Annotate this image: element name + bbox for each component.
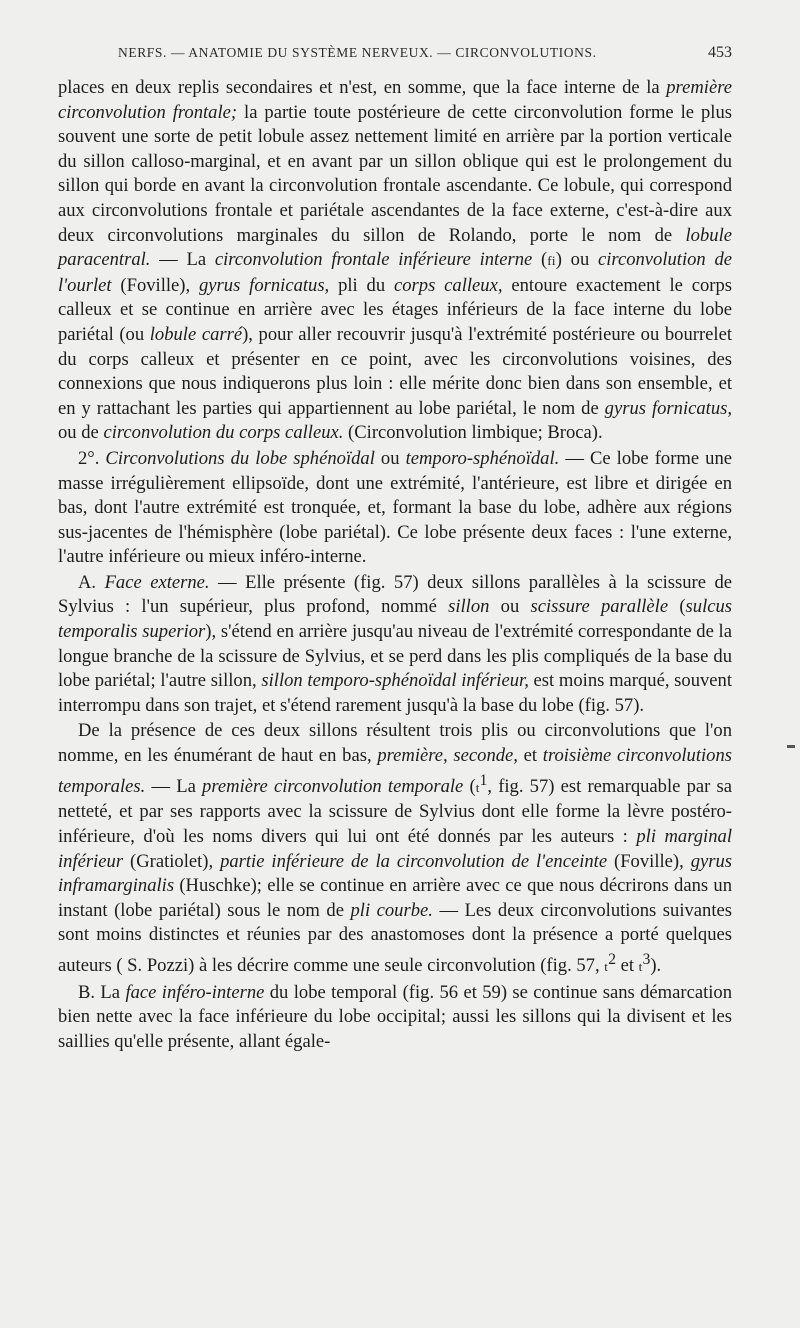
- paragraph: [58, 719, 732, 979]
- page-number: 453: [708, 44, 732, 61]
- italic-term: première circonvolution temporale: [202, 775, 464, 797]
- text-run: ou: [374, 447, 406, 469]
- text-run: A.: [78, 571, 105, 593]
- italic-term: scissure parallèle: [530, 596, 669, 618]
- italic-term: Circonvolutions du lobe sphénoïdal: [105, 447, 375, 469]
- text-run: est moins marqué, souvent interrompu dans son trajet, et s'étend rarement jusqu'à la base du lobe (fig. 57).: [58, 670, 733, 716]
- superscript: 3: [642, 950, 651, 968]
- text-run: (Foville),: [111, 274, 199, 296]
- text-run: du lobe temporal (fig. 56 et 59) se continue sans démarcation bien nette avec la face inférieure du lobe occipital; aussi les sillons qui la divisent et les saillies qu'elle présente, allant égale-: [58, 981, 732, 1052]
- paragraph: [58, 571, 732, 719]
- text-run: (: [668, 596, 686, 618]
- text-run: 2°.: [78, 447, 106, 469]
- italic-term: lobule carré: [149, 323, 243, 345]
- margin-mark: [787, 745, 795, 748]
- text-run: ).: [650, 955, 662, 977]
- text-run: ), pour aller recouvrir jusqu'à l'extrémité postérieure ou bourrelet du corps calleux et présenter en ce point, avec les circonvolutions voisines, des connexions que nous indiquerons plus loin : elle mérite donc bien dans son ensemble, et en y rattachant les parties qui appartiennent au lobe pariétal, le nom de: [58, 323, 732, 419]
- text-run: , fig. 57) est remarquable par sa netteté, et par ses rapports avec la scissure de Sylvius dont elle forme la lèvre postéro-inférieure, d'où les noms divers qui lui ont été donnés par les auteurs :: [58, 775, 732, 847]
- figure-label: t: [638, 959, 643, 975]
- italic-term: pli courbe.: [350, 899, 433, 921]
- text-run: De la présence de ces deux sillons résultent trois plis ou circonvolutions que l'on nomme, en les énumérant de haut en bas,: [58, 720, 732, 767]
- paragraph: [58, 447, 732, 570]
- italic-term: sillon: [448, 596, 490, 618]
- italic-term: sulcus temporalis superior: [58, 596, 733, 643]
- figure-label: t: [475, 779, 480, 795]
- superscript: 1: [479, 771, 488, 789]
- text-run: — La: [150, 249, 215, 271]
- text-run: ou: [489, 596, 531, 618]
- text-run: la partie toute postérieure de cette circonvolution forme le plus souvent une sorte de petit lobule assez nettement limité en arrière par la portion verticale du sillon calloso-marginal, et en avant par un sillon oblique qui est le prolongement du sillon qui borde en avant la circonvolution frontale ascendante. Ce lobule, qui correspond aux circonvolutions frontale et pariétale ascendantes de la face externe, c'est-à-dire aux deux circonvolutions marginales du sillon de Rolando, porte le nom de: [58, 101, 732, 246]
- text-run: — La: [145, 775, 203, 797]
- italic-term: temporo-sphénoïdal.: [405, 447, 560, 469]
- paragraph: [58, 981, 732, 1055]
- italic-term: gyrus fornicatus,: [604, 397, 733, 419]
- italic-term: circonvolution du corps calleux.: [103, 422, 344, 444]
- italic-term: sillon temporo-sphénoïdal inférieur,: [261, 670, 529, 692]
- paragraph: [58, 76, 732, 446]
- text-run: ou de: [58, 422, 104, 444]
- running-head: [58, 44, 732, 76]
- text-run: ) ou: [555, 249, 598, 271]
- italic-term: première, seconde,: [377, 745, 518, 767]
- italic-term: troisième circonvolutions temporales.: [58, 745, 733, 797]
- text-run: pli du: [329, 274, 394, 296]
- italic-term: face inféro-interne: [125, 981, 265, 1003]
- italic-term: gyrus inframarginalis: [58, 850, 733, 897]
- italic-term: Face externe.: [104, 571, 210, 593]
- italic-term: gyrus fornicatus,: [198, 274, 330, 296]
- text-run: places en deux replis secondaires et n'est, en somme, que la face interne de la: [58, 77, 667, 98]
- text-run: B. La: [78, 981, 126, 1003]
- text-run: et: [615, 955, 639, 977]
- figure-label: fi: [547, 253, 556, 269]
- italic-term: circonvolution de l'ourlet: [58, 249, 733, 296]
- text-run: (: [463, 775, 476, 797]
- figure-label: t: [604, 959, 609, 975]
- italic-term: partie inférieure de la circonvolution de l'enceinte: [220, 850, 608, 872]
- italic-term: lobule paracentral.: [58, 224, 732, 271]
- book-page: [58, 44, 732, 1055]
- text-run: — Elle présente (fig. 57) deux sillons parallèles à la scissure de Sylvius : l'un supérieur, plus profond, nommé: [58, 571, 733, 618]
- text-run: (Gratiolet),: [123, 850, 221, 872]
- italic-term: circonvolution frontale inférieure interne: [214, 249, 533, 271]
- text-run: — Les deux circonvolutions suivantes sont moins distinctes et réunies par des anastomoses dont la présence a porté quelques auteurs ( S. Pozzi) à les décrire comme une seule circonvolution (fig. 57,: [58, 899, 732, 977]
- text-run: — Ce lobe forme une masse irrégulièrement ellipsoïde, dont une extrémité, l'antérieure, est libre et dirigée en bas, dont l'autre extrémité est tronquée, et, formant la base du lobe, adhère aux régions sus-jacentes de l'hémisphère (lobe pariétal). Ce lobe présente deux faces : l'une externe, l'autre inférieure ou mieux inféro-interne.: [58, 447, 732, 568]
- italic-term: corps calleux,: [394, 274, 503, 296]
- body-text: [58, 76, 732, 1055]
- text-run: et: [517, 745, 543, 767]
- text-run: entoure exactement le corps calleux et se continue en arrière avec les étages inférieurs de la face interne du lobe pariétal (ou: [58, 274, 732, 345]
- text-run: (Foville),: [607, 850, 691, 872]
- italic-term: pli marginal inférieur: [58, 826, 732, 872]
- italic-term: première circonvolution frontale;: [58, 77, 732, 123]
- superscript: 2: [608, 950, 616, 968]
- text-run: ), s'étend en arrière jusqu'au niveau de l'extrémité correspondante de la longue branche de la scissure de Sylvius, et se perd dans les plis compliqués de la base du lobe pariétal; l'autre sillon,: [58, 621, 732, 692]
- text-run: (Huschke); elle se continue en arrière avec ce que nous décrirons dans un instant (lobe pariétal) sous le nom de: [58, 875, 732, 921]
- text-run: (Circonvolution limbique; Broca).: [343, 422, 603, 444]
- text-run: (: [532, 249, 548, 271]
- running-head-title: NERFS. — ANATOMIE DU SYSTÈME NERVEUX. — CIRCONVOLUTIONS.: [118, 45, 597, 60]
